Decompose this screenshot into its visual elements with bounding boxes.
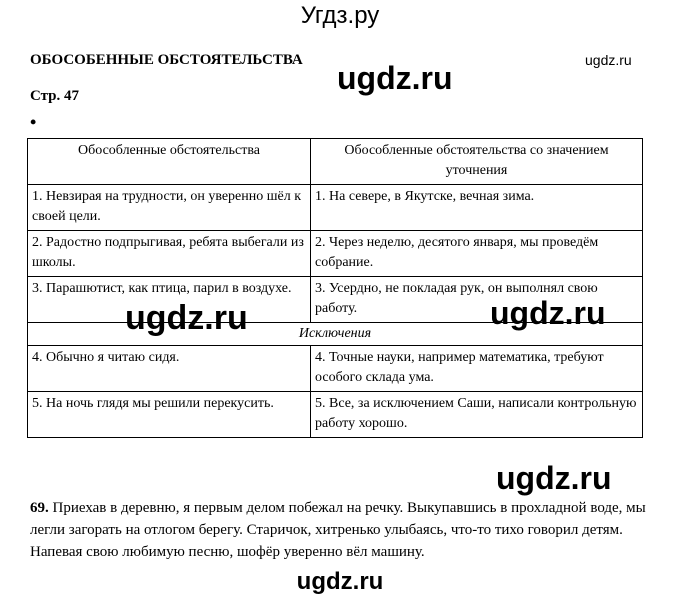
page-reference: Стр. 47	[30, 88, 80, 104]
watermark-mid-left: ugdz.ru	[125, 299, 248, 337]
table-cell: 5. На ночь глядя мы решили перекусить.	[28, 392, 311, 438]
table-header-cell: Обособленные обстоятельства со значением уточнения	[311, 139, 643, 185]
table-header-row	[28, 139, 643, 185]
watermark-mid-right: ugdz.ru	[490, 295, 606, 331]
table-cell: 2. Радостно подпрыгивая, ребята выбегали из школы.	[28, 231, 311, 277]
table-cell: 5. Все, за исключением Саши, написали контрольную работу хорошо.	[311, 392, 643, 438]
exercise-text: Приехав в деревню, я первым делом побежал на речку. Выкупавшись в прохладной воде, мы легли загорать на отлогом берегу. Старичок, хитренько улыбаясь, что-то тихо говорил детям. Напевая свою любимую песню, шофёр уверенно вёл машину.	[30, 500, 646, 560]
table-cell: 4. Точные науки, например математика, требуют особого склада ума.	[311, 346, 643, 392]
table-cell: 3. Усердно, не покладая рук, он выполнял свою работу.	[311, 277, 643, 323]
watermark-top-center: ugdz.ru	[337, 60, 453, 96]
table-row	[28, 392, 643, 438]
watermark-lower-right: ugdz.ru	[496, 460, 612, 496]
exercise-number: 69.	[30, 500, 49, 516]
watermark-bottom: ugdz.ru	[296, 568, 384, 595]
table-cell: 1. Невзирая на трудности, он уверенно шёл к своей цели.	[28, 185, 311, 231]
table-cell: 2. Через неделю, десятого января, мы проведём собрание.	[311, 231, 643, 277]
table-cell: 1. На севере, в Якутске, вечная зима.	[311, 185, 643, 231]
table-row	[28, 231, 643, 277]
table-header-cell: Обособленные обстоятельства	[28, 139, 311, 185]
table-row	[28, 185, 643, 231]
exercise-69	[30, 497, 650, 563]
section-heading: ОБОСОБЕННЫЕ ОБСТОЯТЕЛЬСТВА	[30, 52, 303, 68]
site-title: Угдз.ру	[300, 2, 380, 29]
table-cell: 4. Обычно я читаю сидя.	[28, 346, 311, 392]
watermark-top-right: ugdz.ru	[585, 52, 632, 68]
exceptions-label: Исключения	[28, 323, 643, 346]
table-cell: 3. Парашютист, как птица, парил в воздухе.	[28, 277, 311, 323]
table-row	[28, 346, 643, 392]
bullet-marker: •	[30, 112, 37, 132]
circumstances-table	[27, 138, 643, 438]
